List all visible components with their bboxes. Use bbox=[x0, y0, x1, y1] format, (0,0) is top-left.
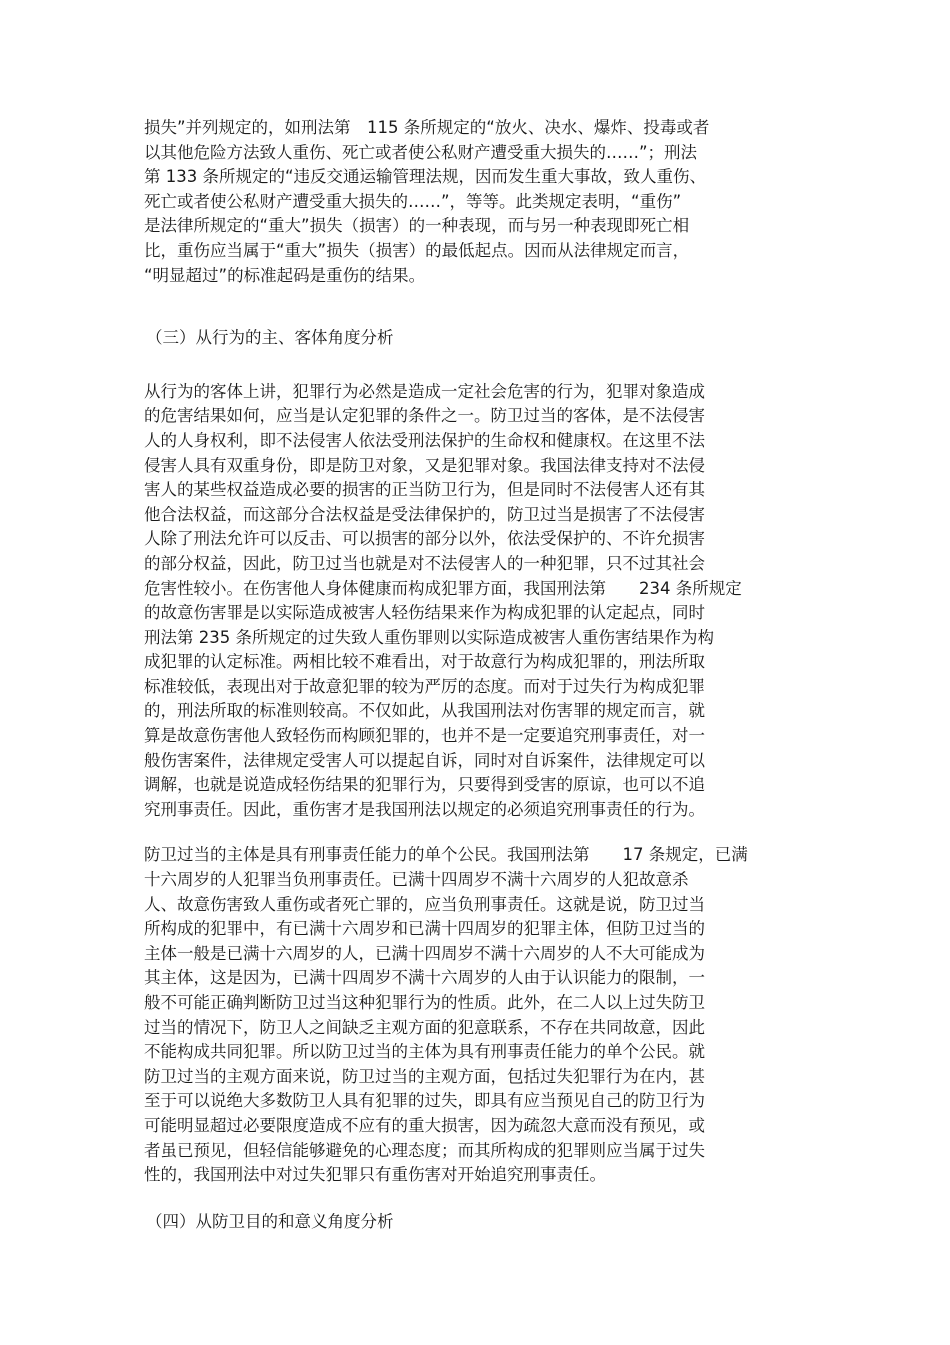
text-line: 可能明显超过必要限度造成不应有的重大损害，因为疏忽大意而没有预见，或 bbox=[144, 1115, 705, 1135]
text-line: 性的，我国刑法中对过失犯罪只有重伤害对开始追究刑事责任。 bbox=[144, 1165, 606, 1185]
text-line: 刑法第 235 条所规定的过失致人重伤罪则以实际造成被害人重伤害结果作为构 bbox=[144, 627, 714, 647]
text-line: 第 133 条所规定的“违反交通运输管理法规，因而发生重大事故，致人重伤、 bbox=[144, 167, 707, 187]
text-line: 他合法权益，而这部分合法权益是受法律保护的，防卫过当是损害了不法侵害 bbox=[144, 504, 705, 524]
paragraph-subject-analysis bbox=[144, 843, 814, 1187]
heading-text: （三）从行为的主、客体角度分析 bbox=[146, 328, 394, 348]
text-line: 十六周岁的人犯罪当负刑事责任。已满十四周岁不满十六周岁的人犯故意杀 bbox=[144, 870, 689, 890]
text-line: 人除了刑法允许可以反击、可以损害的部分以外，依法受保护的、不许允损害 bbox=[144, 529, 705, 549]
paragraph-spacer bbox=[144, 822, 814, 843]
text-line: 主体一般是已满十六周岁的人，已满十四周岁不满十六周岁的人不大可能成为 bbox=[144, 943, 705, 963]
text-line: 的，刑法所取的标准则较高。不仅如此，从我国刑法对伤害罪的规定而言，就 bbox=[144, 701, 705, 721]
text-line: 算是故意伤害他人致轻伤而构顾犯罪的，也并不是一定要追究刑事责任，对一 bbox=[144, 726, 705, 746]
text-line: 防卫过当的主体是具有刑事责任能力的单个公民。我国刑法第 17 条规定，已满 bbox=[144, 845, 748, 865]
text-line: “明显超过”的标准起码是重伤的结果。 bbox=[144, 265, 426, 285]
paragraph-object-analysis bbox=[144, 380, 814, 823]
text-line: 危害性较小。在伤害他人身体健康而构成犯罪方面，我国刑法第 234 条所规定 bbox=[144, 578, 742, 598]
text-line: 过当的情况下，防卫人之间缺乏主观方面的犯意联系，不存在共同故意，因此 bbox=[144, 1017, 705, 1037]
text-line: 成犯罪的认定标准。两相比较不难看出，对于故意行为构成犯罪的，刑法所取 bbox=[144, 652, 705, 672]
text-line: 般伤害案件，法律规定受害人可以提起自诉，同时对自诉案件，法律规定可以 bbox=[144, 750, 705, 770]
heading-text: （四）从防卫目的和意义角度分析 bbox=[146, 1211, 394, 1231]
text-line: 是法律所规定的“重大”损失（损害）的一种表现，而与另一种表现即死亡相 bbox=[144, 216, 690, 236]
text-line: 者虽已预见，但轻信能够避免的心理态度；而其所构成的犯罪则应当属于过失 bbox=[144, 1140, 705, 1160]
text-line: 调解，也就是说造成轻伤结果的犯罪行为，只要得到受害的原谅，也可以不追 bbox=[144, 775, 705, 795]
text-line: 所构成的犯罪中，有已满十六周岁和已满十四周岁的犯罪主体，但防卫过当的 bbox=[144, 919, 705, 939]
text-line: 的危害结果如何，应当是认定犯罪的条件之一。防卫过当的客体，是不法侵害 bbox=[144, 406, 705, 426]
section-heading-4 bbox=[144, 1210, 814, 1235]
text-line: 的故意伤害罪是以实际造成被害人轻伤结果来作为构成犯罪的认定起点，同时 bbox=[144, 603, 705, 623]
paragraph-spacer bbox=[144, 288, 814, 326]
text-line: 人、故意伤害致人重伤或者死亡罪的，应当负刑事责任。这就是说，防卫过当 bbox=[144, 894, 705, 914]
text-line: 的部分权益，因此，防卫过当也就是对不法侵害人的一种犯罪，只不过其社会 bbox=[144, 553, 705, 573]
text-line: 究刑事责任。因此，重伤害才是我国刑法以规定的必须追究刑事责任的行为。 bbox=[144, 799, 705, 819]
text-line: 防卫过当的主观方面来说，防卫过当的主观方面，包括过失犯罪行为在内，甚 bbox=[144, 1066, 705, 1086]
text-line: 至于可以说绝大多数防卫人具有犯罪的过失，即具有应当预见自己的防卫行为 bbox=[144, 1091, 705, 1111]
paragraph-legal-standard bbox=[144, 116, 814, 288]
text-line: 其主体，这是因为，已满十四周岁不满十六周岁的人由于认识能力的限制，一 bbox=[144, 968, 705, 988]
text-line: 比，重伤应当属于“重大”损失（损害）的最低起点。因而从法律规定而言， bbox=[144, 240, 690, 260]
text-line: 侵害人具有双重身份，即是防卫对象，又是犯罪对象。我国法律支持对不法侵 bbox=[144, 455, 705, 475]
text-line: 以其他危险方法致人重伤、死亡或者使公私财产遭受重大损失的……”；刑法 bbox=[144, 142, 698, 162]
document-body bbox=[144, 116, 814, 1234]
text-line: 般不可能正确判断防卫过当这种犯罪行为的性质。此外，在二人以上过失防卫 bbox=[144, 993, 705, 1012]
section-heading-3 bbox=[144, 326, 814, 351]
paragraph-spacer bbox=[144, 351, 814, 380]
text-line: 害人的某些权益造成必要的损害的正当防卫行为，但是同时不法侵害人还有其 bbox=[144, 480, 705, 500]
text-line: 从行为的客体上讲，犯罪行为必然是造成一定社会危害的行为，犯罪对象造成 bbox=[144, 381, 705, 401]
paragraph-spacer bbox=[144, 1188, 814, 1210]
text-line: 损失”并列规定的，如刑法第 115 条所规定的“放火、决水、爆炸、投毒或者 bbox=[144, 118, 710, 137]
text-line: 死亡或者使公私财产遭受重大损失的……”，等等。此类规定表明，“重伤” bbox=[144, 191, 682, 211]
text-line: 人的人身权利，即不法侵害人依法受刑法保护的生命权和健康权。在这里不法 bbox=[144, 430, 705, 450]
text-line: 标准较低，表现出对于故意犯罪的较为严厉的态度。而对于过失行为构成犯罪 bbox=[144, 676, 705, 696]
text-line: 不能构成共同犯罪。所以防卫过当的主体为具有刑事责任能力的单个公民。就 bbox=[144, 1042, 705, 1062]
